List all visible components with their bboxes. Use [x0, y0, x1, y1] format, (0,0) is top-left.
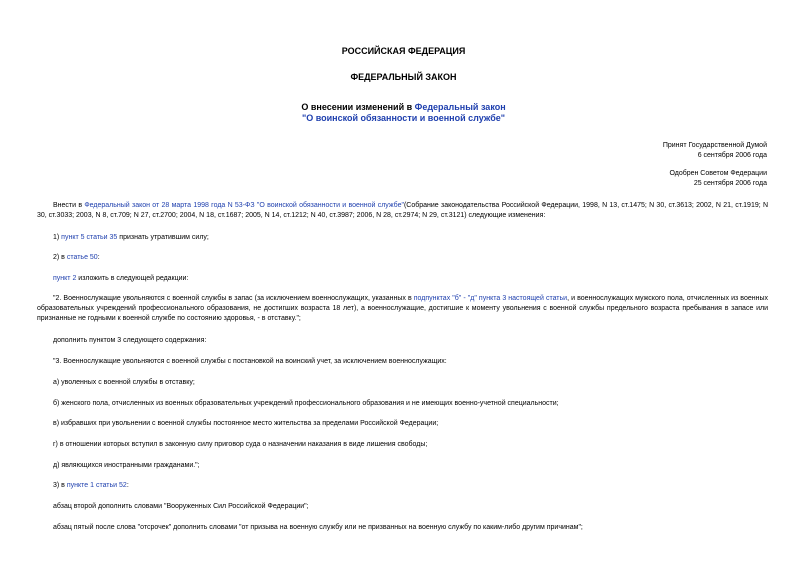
item-2-point-2: пункт 2 изложить в следующей редакции: [53, 275, 189, 282]
adoption-block [663, 141, 767, 189]
paragraph-fifth: абзац пятый после слова "отсрочек" дополнить словами "от призыва на военную службу или не призванных на военную службу по каким-либо другим причинам"; [53, 524, 583, 531]
intro-law-link[interactable]: Федеральный закон от 28 марта 1998 года N 53-ФЗ "О воинской обязанности и военной службе" [84, 202, 404, 209]
paragraph-second: абзац второй дополнить словами "Вооруженных Сил Российской Федерации"; [53, 503, 309, 510]
council-date: 25 сентября 2006 года [693, 180, 767, 187]
subpoints-link[interactable]: подпунктах "б" - "д" пункта 3 настоящей статьи [413, 295, 568, 302]
item-2-link[interactable]: статье 50 [66, 254, 98, 261]
add-point-3: дополнить пунктом 3 следующего содержания: [53, 337, 207, 344]
title-link-federal-law[interactable]: Федеральный закон [414, 102, 506, 112]
law-type-heading: ФЕДЕРАЛЬНЫЙ ЗАКОН [350, 72, 457, 82]
point-2-link[interactable]: пункт 2 [53, 275, 77, 282]
intro-paragraph: Внести в Федеральный закон от 28 марта 1998 года N 53-ФЗ "О воинской обязанности и военной службе"(Собрание законодательства Российской Федерации, 1998, N 13, ст.1475; N 30, ст.3613; 2002, N 21, ст.1919; N 30, ст.3033; 2003, N 8, ст.709; N 27, ст.2700; 2004, N 18, ст.1687; 2005, N 14, ст.1212; N 40, ст.3987; 2006, N 28, ст.2974; N 29, ст.3121) следующие изменения: [37, 202, 769, 219]
country-heading: РОССИЙСКАЯ ФЕДЕРАЦИЯ [341, 46, 466, 56]
item-1-link[interactable]: пункт 5 статьи 35 [61, 234, 118, 241]
subpoint-d: д) являющихся иностранными гражданами."; [53, 462, 200, 469]
council-label: Одобрен Советом Федерации [669, 170, 767, 177]
duma-label: Принят Государственной Думой [662, 142, 767, 149]
duma-date: 6 сентября 2006 года [697, 152, 767, 159]
subpoint-b: б) женского пола, отчисленных из военных образовательных учреждений профессионального образования и не имеющих военно-учетной специальности; [53, 400, 559, 407]
quote-point-3: "3. Военнослужащие увольняются с военной службы с постановкой на воинский учет, за исключением военнослужащих: [53, 358, 447, 365]
item-3: 3) в пункте 1 статьи 52: [53, 482, 129, 489]
title-prefix: О внесении изменений в [301, 102, 415, 112]
subpoint-a: а) уволенных с военной службы в отставку; [53, 379, 195, 386]
subpoint-v: в) избравших при увольнении с военной службы постоянное место жительства за пределами Российской Федерации; [53, 420, 439, 427]
quote-point-2: "2. Военнослужащие увольняются с военной службы в запас (за исключением военнослужащих, указанных в подпунктах "б" - "д" пункта 3 настоящей статьи, и военнослужащих мужского пола, отчисленных из военных образовательных учреждений профессионального образования, не достигших возраста 18 лет), а военнослужащие, достигшие к моменту увольнения с военной службы предельного возраста пребывания в запасе или признанные не годными к военной службе по состоянию здоровья, - в отставку."; [37, 295, 768, 322]
law-title [0, 102, 807, 124]
title-link-law-name[interactable]: "О воинской обязанности и военной службе" [301, 113, 506, 123]
item-1: 1) пункт 5 статьи 35 признать утратившим силу; [53, 234, 209, 241]
subpoint-g: г) в отношении которых вступил в законную силу приговор суда о назначении наказания в виде лишения свободы; [53, 441, 428, 448]
item-2: 2) в статье 50: [53, 254, 100, 261]
item-3-link[interactable]: пункте 1 статьи 52 [66, 482, 127, 489]
